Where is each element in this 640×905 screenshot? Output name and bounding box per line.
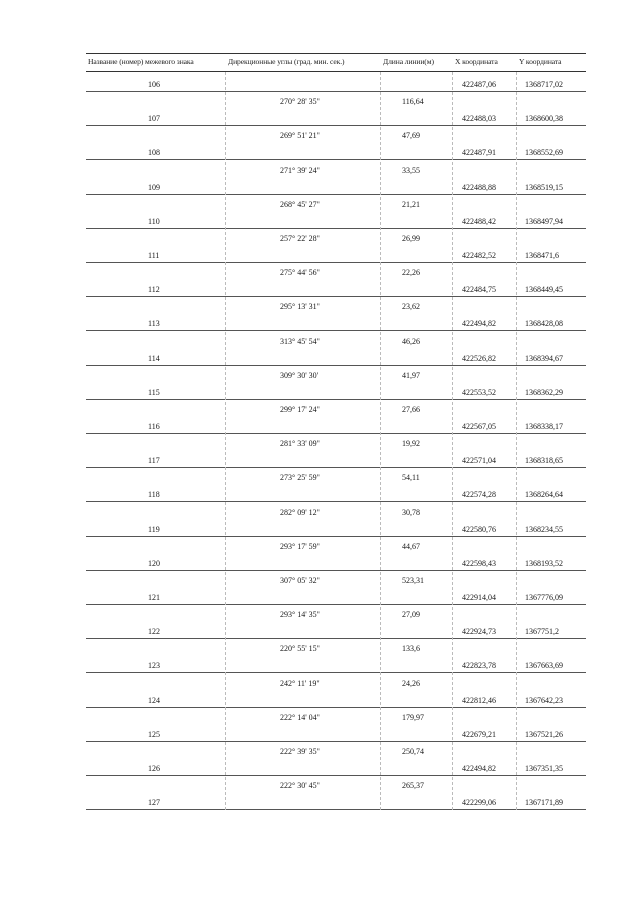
point-number: 112 <box>148 285 160 295</box>
point-number: 114 <box>148 353 160 363</box>
row-divider <box>86 433 586 434</box>
direction-angle: 222° 30' 45" <box>280 781 320 791</box>
x-coordinate: 422526,82 <box>462 353 496 363</box>
line-length: 27,09 <box>402 610 420 620</box>
line-length: 523,31 <box>402 575 424 585</box>
x-coordinate: 422488,42 <box>462 216 496 226</box>
x-coordinate: 422494,82 <box>462 319 496 329</box>
row-divider <box>86 228 586 229</box>
direction-angle: 242° 11' 19" <box>280 678 320 688</box>
row-divider <box>86 262 586 263</box>
y-coordinate: 1367642,23 <box>525 695 563 705</box>
point-number: 108 <box>148 148 160 158</box>
row-divider <box>86 570 586 571</box>
point-number: 123 <box>148 661 160 671</box>
x-coordinate: 422299,06 <box>462 798 496 808</box>
line-length: 22,26 <box>402 268 420 278</box>
point-number: 111 <box>148 251 160 260</box>
header-x-coordinate: X координата <box>455 57 498 66</box>
line-length: 41,97 <box>402 370 420 380</box>
y-coordinate: 1367663,69 <box>525 661 563 671</box>
line-length: 19,92 <box>402 439 420 449</box>
x-coordinate: 422482,52 <box>462 251 496 260</box>
line-length: 116,64 <box>402 97 424 107</box>
direction-angle: 271° 39' 24" <box>280 165 320 175</box>
y-coordinate: 1367751,2 <box>525 627 559 637</box>
line-length: 250,74 <box>402 746 424 756</box>
x-coordinate: 422567,05 <box>462 422 496 431</box>
row-divider <box>86 809 586 810</box>
point-number: 126 <box>148 764 160 773</box>
line-length: 179,97 <box>402 712 424 722</box>
y-coordinate: 1368428,08 <box>525 319 563 329</box>
column-separator <box>380 72 381 810</box>
y-coordinate: 1367521,26 <box>525 729 563 739</box>
direction-angle: 222° 14' 04" <box>280 712 320 722</box>
line-length: 24,26 <box>402 678 420 688</box>
line-length: 54,11 <box>402 473 420 483</box>
direction-angle: 222° 39' 35" <box>280 746 320 756</box>
line-length: 23,62 <box>402 302 420 312</box>
direction-angle: 220° 55' 15" <box>280 644 320 654</box>
y-coordinate: 1368362,29 <box>525 387 563 397</box>
line-length: 44,67 <box>402 541 420 551</box>
y-coordinate: 1368552,69 <box>525 148 563 158</box>
point-number: 115 <box>148 387 160 397</box>
row-divider <box>86 638 586 639</box>
x-coordinate: 422823,78 <box>462 661 496 671</box>
direction-angle: 281° 33' 09" <box>280 439 320 449</box>
point-number: 109 <box>148 182 160 192</box>
x-coordinate: 422580,76 <box>462 524 496 534</box>
x-coordinate: 422571,04 <box>462 456 496 466</box>
point-number: 124 <box>148 695 160 705</box>
x-coordinate: 422914,04 <box>462 593 496 602</box>
point-number: 116 <box>148 422 160 431</box>
y-coordinate: 1368471,6 <box>525 251 559 260</box>
direction-angle: 273° 25' 59" <box>280 473 320 483</box>
line-length: 133,6 <box>402 644 420 654</box>
row-divider <box>86 159 586 160</box>
header-top-rule <box>86 53 586 54</box>
header-y-coordinate: Y координата <box>519 57 562 66</box>
header-point-name: Название (номер) межевого знака <box>88 57 194 66</box>
column-separator <box>452 72 453 810</box>
row-divider <box>86 330 586 331</box>
x-coordinate: 422598,43 <box>462 558 496 568</box>
y-coordinate: 1367776,09 <box>525 593 563 602</box>
y-coordinate: 1368394,67 <box>525 353 563 363</box>
point-number: 121 <box>148 593 160 602</box>
row-divider <box>86 194 586 195</box>
row-divider <box>86 365 586 366</box>
column-separator <box>516 72 517 810</box>
line-length: 265,37 <box>402 781 424 791</box>
point-number: 120 <box>148 558 160 568</box>
point-number: 125 <box>148 729 160 739</box>
row-divider <box>86 125 586 126</box>
row-divider <box>86 672 586 673</box>
y-coordinate: 1368519,15 <box>525 182 563 192</box>
y-coordinate: 1368264,64 <box>525 490 563 500</box>
y-coordinate: 1368338,17 <box>525 422 563 431</box>
direction-angle: 270° 28' 35" <box>280 97 320 107</box>
point-number: 119 <box>148 524 160 534</box>
point-number: 127 <box>148 798 160 808</box>
line-length: 21,21 <box>402 199 420 209</box>
y-coordinate: 1368318,65 <box>525 456 563 466</box>
point-number: 110 <box>148 216 160 226</box>
y-coordinate: 1368234,55 <box>525 524 563 534</box>
direction-angle: 282° 09' 12" <box>280 507 320 517</box>
direction-angle: 299° 17' 24" <box>280 404 320 414</box>
row-divider <box>86 536 586 537</box>
direction-angle: 268° 45' 27" <box>280 199 320 209</box>
x-coordinate: 422679,21 <box>462 729 496 739</box>
line-length: 30,78 <box>402 507 420 517</box>
row-divider <box>86 741 586 742</box>
y-coordinate: 1368497,94 <box>525 216 563 226</box>
x-coordinate: 422812,46 <box>462 695 496 705</box>
y-coordinate: 1367351,35 <box>525 764 563 773</box>
column-separator <box>225 72 226 810</box>
x-coordinate: 422487,06 <box>462 80 496 89</box>
header-bottom-rule <box>86 71 586 72</box>
line-length: 33,55 <box>402 165 420 175</box>
y-coordinate: 1368600,38 <box>525 114 563 124</box>
direction-angle: 293° 17' 59" <box>280 541 320 551</box>
point-number: 106 <box>148 80 160 89</box>
row-divider <box>86 91 586 92</box>
direction-angle: 313° 45' 54" <box>280 336 320 346</box>
row-divider <box>86 775 586 776</box>
x-coordinate: 422488,88 <box>462 182 496 192</box>
x-coordinate: 422574,28 <box>462 490 496 500</box>
row-divider <box>86 604 586 605</box>
direction-angle: 275° 44' 56" <box>280 268 320 278</box>
x-coordinate: 422924,73 <box>462 627 496 637</box>
direction-angle: 309° 30' 30' <box>280 370 319 380</box>
direction-angle: 293° 14' 35" <box>280 610 320 620</box>
point-number: 113 <box>148 319 160 329</box>
row-divider <box>86 501 586 502</box>
direction-angle: 295° 13' 31" <box>280 302 320 312</box>
row-divider <box>86 467 586 468</box>
x-coordinate: 422488,03 <box>462 114 496 124</box>
x-coordinate: 422553,52 <box>462 387 496 397</box>
line-length: 46,26 <box>402 336 420 346</box>
row-divider <box>86 296 586 297</box>
line-length: 47,69 <box>402 131 420 141</box>
row-divider <box>86 707 586 708</box>
header-line-length: Длина линии(м) <box>383 57 434 66</box>
point-number: 122 <box>148 627 160 637</box>
direction-angle: 269° 51' 21" <box>280 131 320 141</box>
x-coordinate: 422487,91 <box>462 148 496 158</box>
y-coordinate: 1368193,52 <box>525 558 563 568</box>
y-coordinate: 1368449,45 <box>525 285 563 295</box>
line-length: 26,99 <box>402 233 420 243</box>
direction-angle: 257° 22' 28" <box>280 233 320 243</box>
y-coordinate: 1367171,89 <box>525 798 563 808</box>
row-divider <box>86 399 586 400</box>
direction-angle: 307° 05' 32" <box>280 575 320 585</box>
x-coordinate: 422494,82 <box>462 764 496 773</box>
y-coordinate: 1368717,02 <box>525 80 563 89</box>
point-number: 107 <box>148 114 160 124</box>
point-number: 117 <box>148 456 160 466</box>
line-length: 27,66 <box>402 404 420 414</box>
point-number: 118 <box>148 490 160 500</box>
header-direction-angle: Дирекционные углы (град. мин. сек.) <box>228 57 345 66</box>
x-coordinate: 422484,75 <box>462 285 496 295</box>
